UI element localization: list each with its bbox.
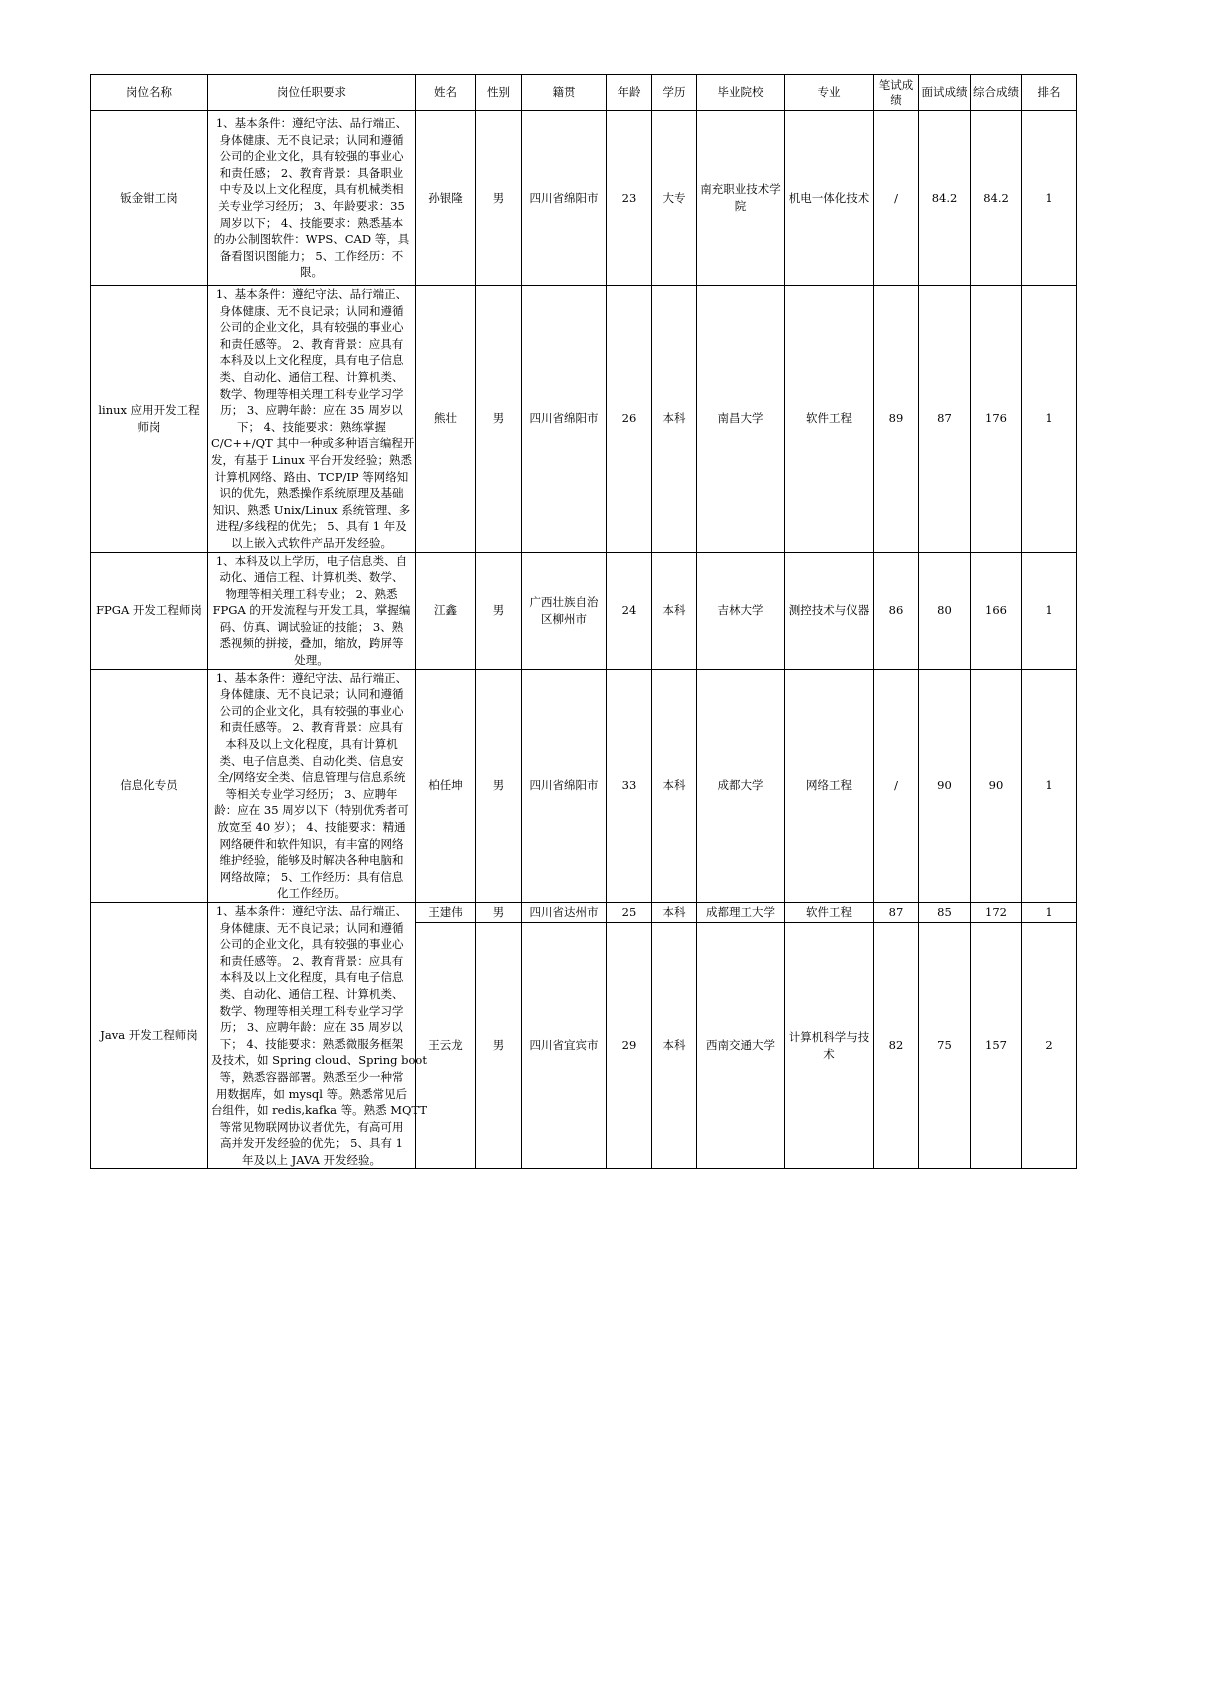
interview-score: 87 — [919, 286, 971, 553]
requirement-line: 类、自动化、通信工程、计算机类、 — [219, 986, 404, 1001]
requirement-line: 等相关专业学习经历； 3、应聘年 — [225, 786, 398, 801]
position-name: FPGA 开发工程师岗 — [91, 552, 208, 669]
candidate-name: 王云龙 — [416, 923, 476, 1169]
candidate-age: 23 — [607, 111, 652, 286]
requirement-line: 网络硬件和软件知识，有丰富的网络 — [219, 836, 404, 851]
header-school: 毕业院校 — [697, 75, 785, 111]
requirement-line: 全/网络安全类、信息管理与信息系统 — [217, 770, 406, 785]
header-requirements: 岗位任职要求 — [208, 75, 416, 111]
candidate-major: 软件工程 — [785, 286, 874, 553]
total-score: 172 — [971, 902, 1022, 922]
requirement-line: 1、基本条件：遵纪守法、品行端正、 — [215, 903, 408, 918]
candidate-gender: 男 — [476, 669, 522, 902]
requirement-line: 放宽至 40 岁）； 4、技能要求：精通 — [217, 820, 406, 834]
candidate-education: 本科 — [652, 552, 697, 669]
position-name: 信息化专员 — [91, 669, 208, 902]
interview-score: 80 — [919, 552, 971, 669]
candidate-hometown: 广西壮族自治区柳州市 — [522, 552, 607, 669]
requirement-line: 网络故障； 5、工作经历：具有信息 — [219, 869, 404, 884]
candidate-major: 软件工程 — [785, 902, 874, 922]
header-major: 专业 — [785, 75, 874, 111]
requirement-line: 高并发开发经验的优先； 5、具有 1 — [220, 1136, 403, 1151]
position-name: Java 开发工程师岗 — [91, 902, 208, 1169]
candidate-hometown: 四川省宜宾市 — [522, 923, 607, 1169]
requirement-line: 悉视频的拼接，叠加，缩放，跨屏等 — [219, 636, 404, 651]
requirement-line: 下； 4、技能要求：熟练掌握 — [237, 419, 386, 434]
candidate-age: 29 — [607, 923, 652, 1169]
header-interview-score: 面试成绩 — [919, 75, 971, 111]
candidate-gender: 男 — [476, 902, 522, 922]
candidate-age: 26 — [607, 286, 652, 553]
requirement-line: 用数据库，如 mysql 等。熟悉常见后 — [215, 1086, 408, 1101]
requirement-line: 历； 3、应聘年龄：应在 35 周岁以 — [220, 403, 403, 418]
requirement-line: C/C++/QT 其中一种或多种语言编程开 — [211, 436, 415, 451]
table-row — [91, 552, 1077, 669]
requirement-line: 1、基本条件：遵纪守法、品行端正、 — [215, 287, 408, 301]
candidate-school: 南昌大学 — [697, 286, 785, 553]
requirement-line: 下； 4、技能要求：熟悉微服务框架 — [219, 1036, 404, 1051]
requirement-line: 历； 3、应聘年龄：应在 35 周岁以 — [220, 1020, 403, 1035]
requirement-line: 1、本科及以上学历，电子信息类、自 — [215, 553, 408, 568]
table-row — [91, 286, 1077, 553]
candidate-education: 本科 — [652, 902, 697, 922]
requirement-line: 物理等相关理工科专业； 2、熟悉 — [225, 586, 398, 601]
requirement-line: 本科及以上文化程度，具有电子信息 — [219, 353, 404, 368]
requirement-line: 维护经验，能够及时解决各种电脑和 — [219, 853, 404, 868]
written-score: 87 — [874, 902, 919, 922]
requirement-line: 本科及以上文化程度，具有电子信息 — [219, 970, 404, 985]
requirement-line: 本科及以上文化程度，具有计算机 — [225, 737, 398, 752]
requirement-line: 化工作经历。 — [277, 886, 346, 901]
requirement-line: 限。 — [300, 265, 323, 280]
header-total-score: 综合成绩 — [971, 75, 1022, 111]
requirement-line: 及技术，如 Spring cloud、Spring boot — [211, 1053, 427, 1068]
candidate-major: 计算机科学与技术 — [785, 923, 874, 1169]
candidate-education: 本科 — [652, 923, 697, 1169]
interview-score: 84.2 — [919, 111, 971, 286]
candidate-hometown: 四川省绵阳市 — [522, 111, 607, 286]
requirement-line: 台组件，如 redis,kafka 等。熟悉 MQTT — [211, 1103, 428, 1118]
job-requirements — [208, 902, 428, 1169]
requirement-line: FPGA 的开发流程与开发工具，掌握编 — [212, 603, 411, 618]
rank: 1 — [1022, 552, 1077, 669]
candidate-gender: 男 — [476, 552, 522, 669]
requirement-line: 进程/多线程的优先； 5、具有 1 年及 — [216, 519, 407, 534]
header-hometown: 籍贯 — [522, 75, 607, 111]
candidate-school: 吉林大学 — [697, 552, 785, 669]
header-position: 岗位名称 — [91, 75, 208, 111]
requirement-line: 公司的企业文化，具有较强的事业心 — [219, 320, 404, 335]
requirement-line: 中专及以上文化程度，具有机械类相 — [219, 182, 404, 197]
requirement-line: 数学、物理等相关理工科专业学习学 — [219, 386, 404, 401]
requirement-line: 和责任感等。 2、教育背景：应具有 — [219, 953, 404, 968]
requirement-line: 身体健康、无不良记录；认同和遵循 — [219, 920, 404, 935]
requirement-line: 以上嵌入式软件产品开发经验。 — [231, 535, 392, 550]
candidate-education: 本科 — [652, 669, 697, 902]
candidate-school: 成都大学 — [697, 669, 785, 902]
requirement-line: 年及以上 JAVA 开发经验。 — [242, 1152, 381, 1167]
requirement-line: 知识、熟悉 Unix/Linux 系统管理、多 — [212, 502, 411, 517]
requirement-line: 和责任感； 2、教育背景：具备职业 — [219, 165, 404, 180]
requirement-line: 识的优先，熟悉操作系统原理及基础 — [219, 486, 404, 501]
candidate-gender: 男 — [476, 923, 522, 1169]
header-gender: 性别 — [476, 75, 522, 111]
candidate-name: 柏任坤 — [416, 669, 476, 902]
header-education: 学历 — [652, 75, 697, 111]
candidate-school: 南充职业技术学院 — [697, 111, 785, 286]
rank: 1 — [1022, 669, 1077, 902]
job-requirements — [208, 552, 416, 669]
requirement-line: 等常见物联网协议者优先，有高可用 — [219, 1119, 404, 1134]
results-table — [90, 74, 1077, 1169]
interview-score: 75 — [919, 923, 971, 1169]
requirement-line: 备看图识图能力； 5、工作经历：不 — [219, 248, 404, 263]
requirement-line: 码、仿真、调试验证的技能； 3、熟 — [219, 619, 404, 634]
candidate-education: 本科 — [652, 286, 697, 553]
written-score: 89 — [874, 286, 919, 553]
header-name: 姓名 — [416, 75, 476, 111]
requirement-line: 和责任感等。 2、教育背景：应具有 — [219, 336, 404, 351]
rank: 1 — [1022, 902, 1077, 922]
requirement-line: 计算机网络、路由、TCP/IP 等网络知 — [214, 469, 409, 484]
requirement-line: 身体健康、无不良记录；认同和遵循 — [219, 303, 404, 318]
header-row — [91, 75, 1077, 111]
requirement-line: 1、基本条件：遵纪守法、品行端正、 — [215, 116, 408, 131]
candidate-major: 机电一体化技术 — [785, 111, 874, 286]
candidate-name: 孙银隆 — [416, 111, 476, 286]
requirement-line: 龄：应在 35 周岁以下（特别优秀者可 — [214, 803, 409, 818]
header-written-score: 笔试成绩 — [874, 75, 919, 111]
requirement-line: 公司的企业文化，具有较强的事业心 — [219, 149, 404, 164]
requirement-line: 的办公制图软件：WPS、CAD 等，具 — [213, 232, 410, 247]
requirement-line: 身体健康、无不良记录；认同和遵循 — [219, 687, 404, 702]
total-score: 176 — [971, 286, 1022, 553]
total-score: 166 — [971, 552, 1022, 669]
total-score: 84.2 — [971, 111, 1022, 286]
requirement-line: 处理。 — [294, 653, 329, 668]
requirement-line: 公司的企业文化，具有较强的事业心 — [219, 937, 404, 952]
requirement-line: 等，熟悉容器部署。熟悉至少一种常 — [219, 1069, 404, 1084]
job-requirements — [208, 669, 416, 902]
written-score: / — [874, 111, 919, 286]
requirement-line: 公司的企业文化，具有较强的事业心 — [219, 703, 404, 718]
requirement-line: 1、基本条件：遵纪守法、品行端正、 — [215, 670, 408, 685]
candidate-age: 25 — [607, 902, 652, 922]
requirement-line: 周岁以下； 4、技能要求：熟悉基本 — [219, 215, 404, 230]
rank: 1 — [1022, 286, 1077, 553]
candidate-age: 24 — [607, 552, 652, 669]
table-row — [91, 111, 1077, 286]
written-score: / — [874, 669, 919, 902]
candidate-hometown: 四川省达州市 — [522, 902, 607, 922]
candidate-school: 西南交通大学 — [697, 923, 785, 1169]
requirement-line: 数学、物理等相关理工科专业学习学 — [219, 1003, 404, 1018]
interview-score: 90 — [919, 669, 971, 902]
position-name: 钣金钳工岗 — [91, 111, 208, 286]
requirement-line: 动化、通信工程、计算机类、数学、 — [219, 570, 404, 585]
header-rank: 排名 — [1022, 75, 1077, 111]
requirement-line: 类、电子信息类、自动化类、信息安 — [219, 753, 404, 768]
candidate-major: 测控技术与仪器 — [785, 552, 874, 669]
requirement-line: 和责任感等。 2、教育背景：应具有 — [219, 720, 404, 735]
candidate-age: 33 — [607, 669, 652, 902]
header-age: 年龄 — [607, 75, 652, 111]
candidate-name: 王建伟 — [416, 902, 476, 922]
written-score: 82 — [874, 923, 919, 1169]
written-score: 86 — [874, 552, 919, 669]
rank: 2 — [1022, 923, 1077, 1169]
requirement-line: 发，有基于 Linux 平台开发经验；熟悉 — [211, 452, 412, 467]
candidate-name: 江鑫 — [416, 552, 476, 669]
requirement-line: 身体健康、无不良记录；认同和遵循 — [219, 132, 404, 147]
job-requirements — [208, 111, 416, 286]
candidate-major: 网络工程 — [785, 669, 874, 902]
candidate-hometown: 四川省绵阳市 — [522, 669, 607, 902]
table-row — [91, 902, 1077, 922]
table-row — [91, 669, 1077, 902]
candidate-education: 大专 — [652, 111, 697, 286]
interview-score: 85 — [919, 902, 971, 922]
candidate-hometown: 四川省绵阳市 — [522, 286, 607, 553]
total-score: 90 — [971, 669, 1022, 902]
position-name: linux 应用开发工程师岗 — [91, 286, 208, 553]
candidate-school: 成都理工大学 — [697, 902, 785, 922]
job-requirements — [208, 286, 416, 553]
total-score: 157 — [971, 923, 1022, 1169]
candidate-gender: 男 — [476, 111, 522, 286]
requirement-line: 类、自动化、通信工程、计算机类、 — [219, 369, 404, 384]
candidate-gender: 男 — [476, 286, 522, 553]
rank: 1 — [1022, 111, 1077, 286]
candidate-name: 熊壮 — [416, 286, 476, 553]
requirement-line: 关专业学习经历； 3、年龄要求：35 — [218, 199, 405, 213]
